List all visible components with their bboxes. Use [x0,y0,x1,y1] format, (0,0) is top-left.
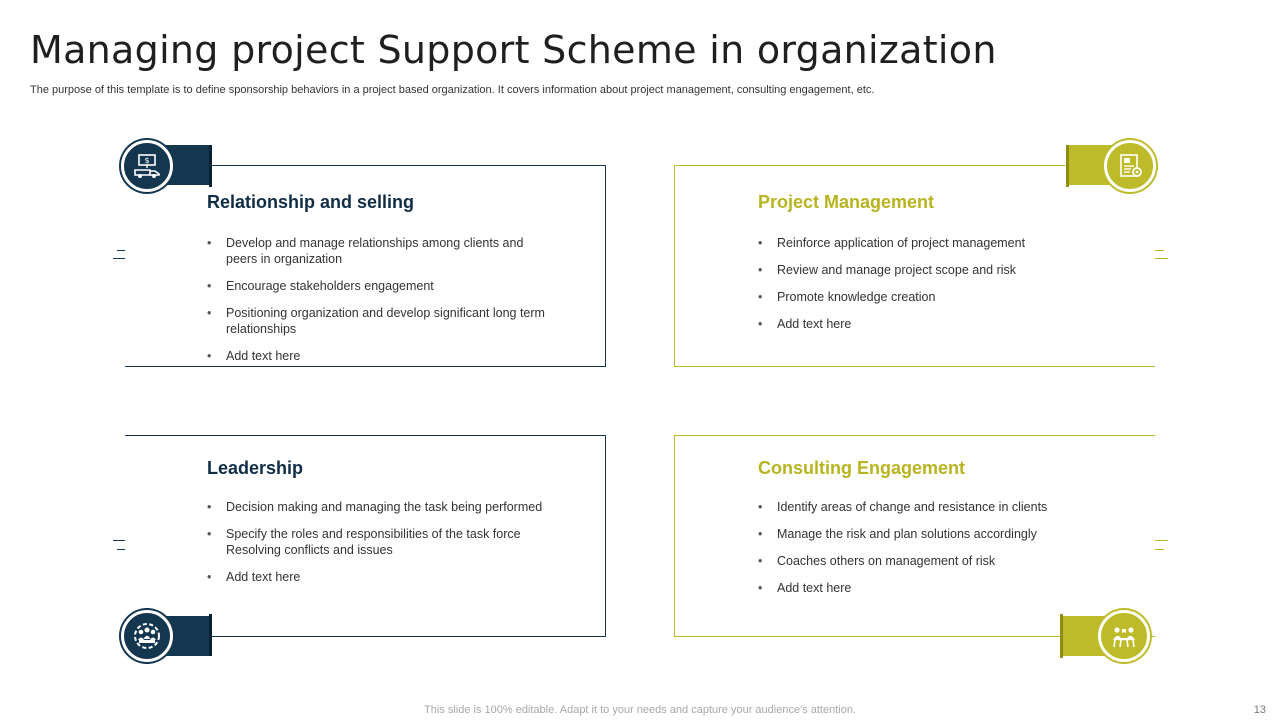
page-number: 13 [1253,704,1266,716]
list-item: • Coaches others on management of risk [758,553,1098,569]
list-item: • Identify areas of change and resistance in clients [758,499,1098,515]
team-gear-icon [121,610,173,662]
list-item: • Add text here [207,569,552,585]
bullet-list [758,235,1098,343]
card-leadership [125,435,606,637]
card-relationship-selling [125,165,606,367]
list-item: • Reinforce application of project management [758,235,1098,251]
card-heading: Consulting Engagement [758,458,965,478]
footer-note: This slide is 100% editable. Adapt it to your needs and capture your audience's attention. [424,704,856,716]
list-item: • Review and manage project scope and risk [758,262,1098,278]
card-tab-edge [1060,614,1063,658]
bullet-list [758,499,1098,607]
money-van-icon [121,140,173,192]
svg-text:$: $ [144,156,150,165]
list-item: • Add text here [207,348,547,364]
list-item: • Add text here [758,580,1098,596]
list-item: • Decision making and managing the task being performed [207,499,552,515]
card-heading: Relationship and selling [207,192,415,212]
page-title: Managing project Support Scheme in organization [30,28,997,72]
card-heading: Leadership [207,458,304,478]
list-item: • Add text here [758,316,1098,332]
card-tab-edge [1066,145,1069,187]
card-heading: Project Management [758,192,935,212]
card-tab-edge [209,614,212,656]
list-item: • Promote knowledge creation [758,289,1098,305]
bullet-list [207,499,552,596]
list-item: • Encourage stakeholders engagement [207,278,547,294]
meeting-icon [1098,610,1150,662]
card-project-management [674,165,1155,367]
page-subtitle: The purpose of this template is to define sponsorship behaviors in a project based organization. It covers information about project management, consulting engagement, etc. [30,84,875,96]
list-item: • Positioning organization and develop significant long term relationships [207,305,547,337]
list-item: • Manage the risk and plan solutions accordingly [758,526,1098,542]
list-item: • Develop and manage relationships among clients and peers in organization [207,235,547,267]
card-consulting-engagement [674,435,1155,637]
list-item: • Specify the roles and responsibilities of the task force Resolving conflicts and issues [207,526,552,558]
card-tab-edge [209,145,212,187]
bullet-list [207,235,547,375]
document-gear-icon [1104,140,1156,192]
